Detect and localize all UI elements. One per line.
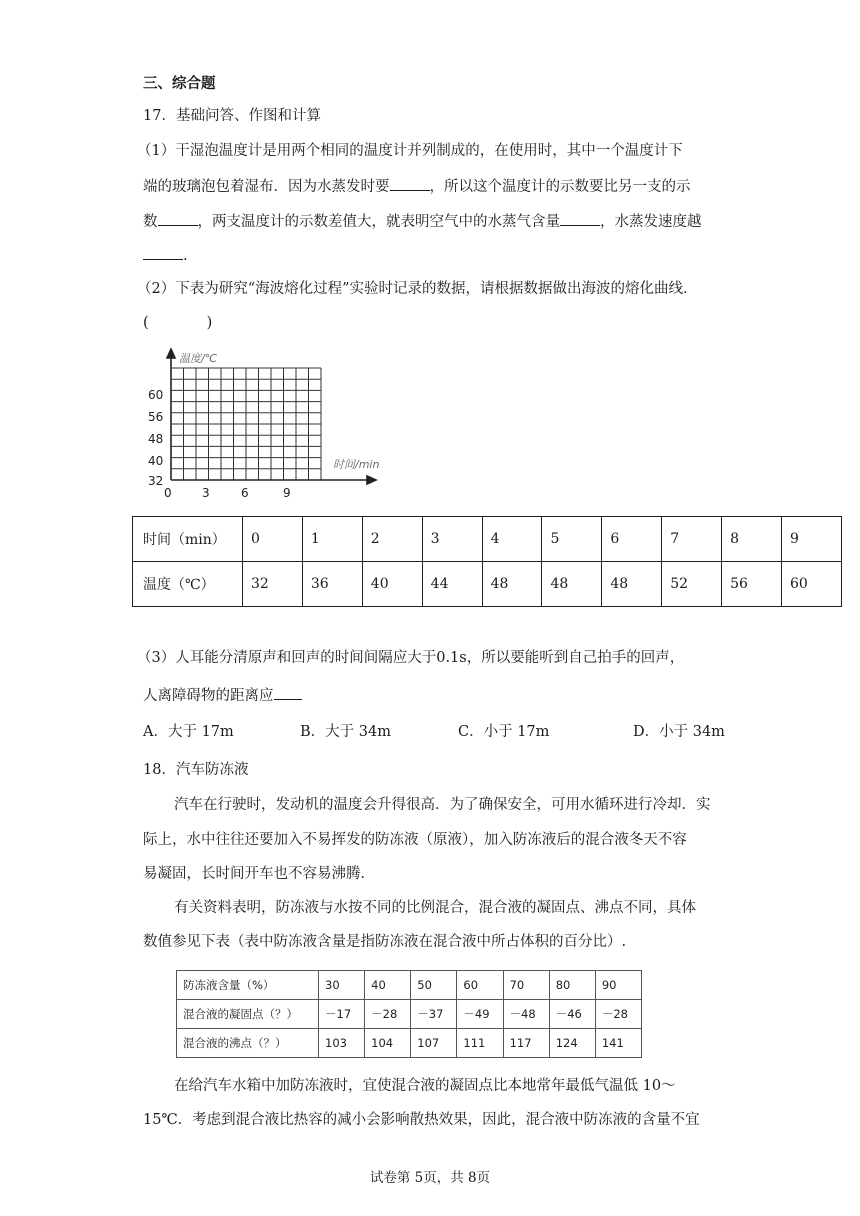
q17-p1-text: ，两支温度计的示数差值大，就表明空气中的水蒸气含量 bbox=[197, 214, 560, 230]
table-row bbox=[133, 517, 842, 562]
q17-p1-line2 bbox=[143, 176, 691, 197]
y-tick-label: 32 bbox=[148, 474, 164, 488]
table-cell: 56 bbox=[722, 562, 782, 607]
table-cell: 3 bbox=[422, 517, 482, 562]
answer-blank-2[interactable] bbox=[158, 211, 198, 226]
table-cell: 温度（℃） bbox=[133, 562, 243, 607]
table-cell: 2 bbox=[362, 517, 422, 562]
table-cell: 48 bbox=[482, 562, 542, 607]
x-axis-title: 时间/min bbox=[333, 458, 380, 471]
option-b[interactable]: B．大于 34m bbox=[300, 724, 391, 740]
q17-p1-text: . bbox=[183, 248, 188, 264]
table-row bbox=[177, 971, 642, 1000]
table-cell: 141 bbox=[595, 1029, 641, 1058]
table-cell: 104 bbox=[365, 1029, 411, 1058]
antifreeze-table bbox=[176, 970, 642, 1058]
table-cell: 6 bbox=[602, 517, 662, 562]
x-tick-label: 6 bbox=[241, 486, 249, 500]
table-cell: －37 bbox=[411, 1000, 457, 1029]
option-a[interactable]: A．大于 17m bbox=[143, 724, 234, 740]
q18-para3-line1: 在给汽车水箱中加防冻液时，宜使混合液的凝固点比本地常年最低气温低 10～ bbox=[174, 1078, 676, 1094]
table-cell: 32 bbox=[243, 562, 303, 607]
table-cell: 48 bbox=[542, 562, 602, 607]
q17-p2-answer-paren[interactable]: ( ) bbox=[143, 315, 213, 331]
table-cell: 124 bbox=[549, 1029, 595, 1058]
table-cell: 50 bbox=[411, 971, 457, 1000]
table-cell: 9 bbox=[782, 517, 842, 562]
y-tick-label: 60 bbox=[148, 388, 164, 402]
x-tick-label: 9 bbox=[283, 486, 291, 500]
q17-p1-line1: （1）干湿泡温度计是用两个相同的温度计并列制成的，在使用时，其中一个温度计下 bbox=[137, 143, 683, 159]
q17-p1-text: ，水蒸发速度越 bbox=[600, 214, 702, 230]
q18-para2-line1: 有关资料表明，防冻液与水按不同的比例混合，混合液的凝固点、沸点不同，具体 bbox=[174, 900, 696, 916]
chart-grid-svg[interactable] bbox=[143, 348, 388, 503]
table-cell: 48 bbox=[602, 562, 662, 607]
table-cell: 1 bbox=[302, 517, 362, 562]
table-cell: 107 bbox=[411, 1029, 457, 1058]
page-footer: 试卷第 5页，共 8页 bbox=[369, 1170, 491, 1186]
table-cell: 90 bbox=[595, 971, 641, 1000]
table-cell: 40 bbox=[365, 971, 411, 1000]
melting-curve-chart[interactable] bbox=[143, 348, 388, 503]
q17-p3-text: 人离障碍物的距离应 bbox=[143, 688, 274, 704]
table-cell: 0 bbox=[243, 517, 303, 562]
table-cell: 70 bbox=[503, 971, 549, 1000]
y-tick-label: 48 bbox=[148, 432, 164, 446]
table-cell: 7 bbox=[662, 517, 722, 562]
x-tick-label: 0 bbox=[164, 486, 172, 500]
q17-p1-text: 端的玻璃泡包着湿布．因为水蒸发时要 bbox=[143, 179, 390, 195]
table-cell: 时间（min） bbox=[133, 517, 243, 562]
q18-para3-line2: 15℃．考虑到混合液比热容的减小会影响散热效果，因此，混合液中防冻液的含量不宜 bbox=[143, 1112, 700, 1128]
table-cell: －49 bbox=[457, 1000, 503, 1029]
table-row bbox=[133, 562, 842, 607]
table-cell: －48 bbox=[503, 1000, 549, 1029]
q18-para1-line3: 易凝固，长时间开车也不容易沸腾． bbox=[143, 866, 375, 882]
section-title: 三、综合题 bbox=[143, 75, 216, 92]
answer-blank-4[interactable] bbox=[143, 245, 183, 260]
table-cell: 52 bbox=[662, 562, 722, 607]
table-cell: 8 bbox=[722, 517, 782, 562]
option-d[interactable]: D．小于 34m bbox=[633, 724, 725, 740]
q17-p2-line1: （2）下表为研究“海波熔化过程”实验时记录的数据，请根据数据做出海波的熔化曲线． bbox=[137, 281, 698, 297]
y-axis-arrow-icon bbox=[167, 349, 175, 358]
table-cell: 5 bbox=[542, 517, 602, 562]
q17-p1-text: 数 bbox=[143, 214, 158, 230]
q17-p3-line2 bbox=[143, 685, 302, 706]
table-cell: 4 bbox=[482, 517, 542, 562]
x-tick-label: 3 bbox=[202, 486, 210, 500]
table-cell: －46 bbox=[549, 1000, 595, 1029]
y-tick-label: 56 bbox=[148, 410, 164, 424]
table-cell: 40 bbox=[362, 562, 422, 607]
table-cell: 44 bbox=[422, 562, 482, 607]
q17-p1-line3 bbox=[143, 211, 702, 232]
table-cell: 103 bbox=[319, 1029, 365, 1058]
table-cell: 混合液的沸点（？） bbox=[177, 1029, 319, 1058]
q17-p3-line1: （3）人耳能分清原声和回声的时间间隔应大于0.1s，所以要能听到自己拍手的回声， bbox=[137, 650, 685, 666]
chart-grid bbox=[171, 368, 321, 480]
x-axis-arrow-icon bbox=[367, 476, 376, 484]
option-c[interactable]: C．小于 17m bbox=[458, 724, 550, 740]
table-cell: 80 bbox=[549, 971, 595, 1000]
table-cell: －17 bbox=[319, 1000, 365, 1029]
table-cell: －28 bbox=[595, 1000, 641, 1029]
table-cell: 混合液的凝固点（？） bbox=[177, 1000, 319, 1029]
table-row bbox=[177, 1029, 642, 1058]
answer-blank-5[interactable] bbox=[274, 685, 302, 700]
table-cell: 117 bbox=[503, 1029, 549, 1058]
q17-p1-text: ，所以这个温度计的示数要比另一支的示 bbox=[429, 179, 691, 195]
q18-title: 18．汽车防冻液 bbox=[143, 762, 249, 778]
table-cell: 30 bbox=[319, 971, 365, 1000]
q17-title: 17．基础问答、作图和计算 bbox=[143, 108, 321, 124]
q18-para1-line1: 汽车在行驶时，发动机的温度会升得很高．为了确保安全，可用水循环进行冷却．实 bbox=[174, 797, 711, 813]
q17-p1-line4 bbox=[143, 245, 188, 266]
y-axis-title: 温度/℃ bbox=[179, 352, 218, 365]
table-cell: 111 bbox=[457, 1029, 503, 1058]
melting-data-table bbox=[132, 516, 842, 607]
answer-blank-1[interactable] bbox=[390, 176, 430, 191]
table-cell: －28 bbox=[365, 1000, 411, 1029]
table-row bbox=[177, 1000, 642, 1029]
q18-para1-line2: 际上，水中往往还要加入不易挥发的防冻液（原液），加入防冻液后的混合液冬天不容 bbox=[143, 832, 687, 848]
y-tick-label: 40 bbox=[148, 454, 164, 468]
table-cell: 36 bbox=[302, 562, 362, 607]
q18-para2-line2: 数值参见下表（表中防冻液含量是指防冻液在混合液中所占体积的百分比）. bbox=[143, 934, 627, 950]
table-cell: 60 bbox=[782, 562, 842, 607]
table-cell: 防冻液含量（%） bbox=[177, 971, 319, 1000]
answer-blank-3[interactable] bbox=[560, 211, 600, 226]
table-cell: 60 bbox=[457, 971, 503, 1000]
